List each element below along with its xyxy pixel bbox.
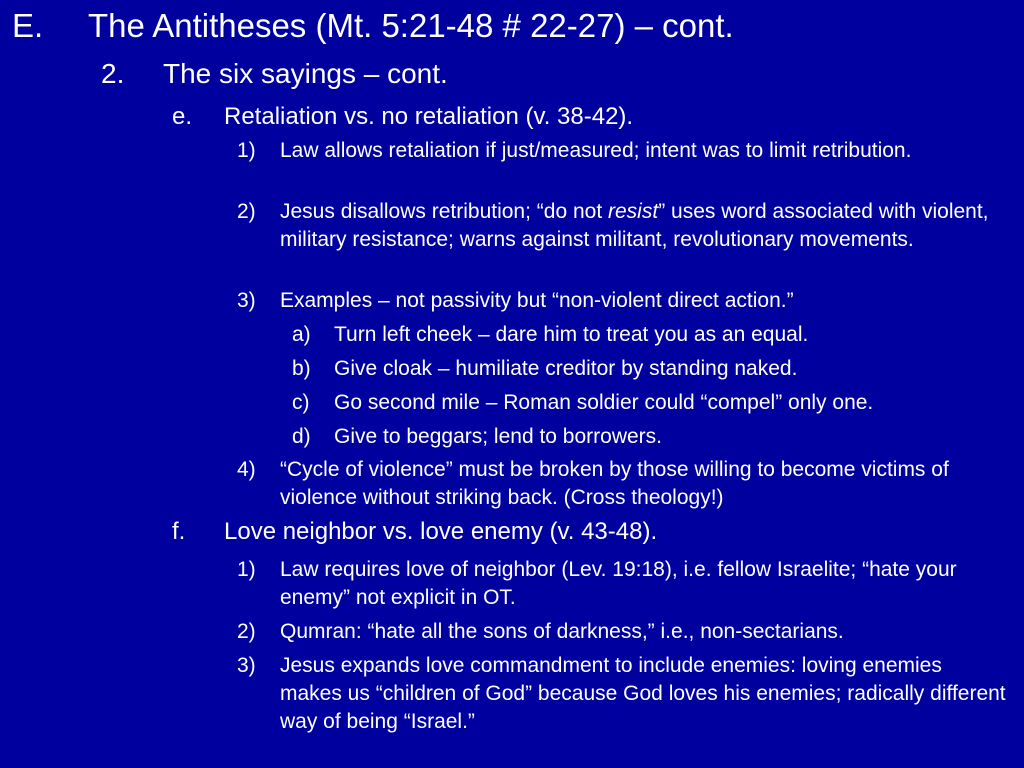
list-item	[237, 198, 1008, 254]
point-marker: 2)	[237, 200, 256, 223]
item-f-text: Love neighbor vs. love enemy (v. 43-48).	[224, 518, 658, 545]
point-marker: 1)	[237, 139, 256, 162]
italic-word: resist	[608, 200, 659, 223]
list-item	[292, 389, 1008, 417]
list-item	[237, 652, 1008, 736]
item-e-text: Retaliation vs. no retaliation (v. 38-42).	[224, 103, 634, 130]
point-marker: 3)	[237, 289, 256, 312]
list-item	[237, 618, 1008, 646]
list-item	[237, 287, 1008, 315]
slide-heading	[12, 8, 1014, 44]
subpoint-marker: c)	[292, 391, 310, 414]
section-marker: 2.	[101, 58, 125, 89]
heading-marker: E.	[12, 7, 44, 44]
point-marker: 2)	[237, 620, 256, 643]
list-item	[237, 456, 1008, 512]
subpoint-marker: b)	[292, 357, 311, 380]
list-item	[237, 137, 1008, 165]
subpoint-marker: d)	[292, 425, 311, 448]
section-text: The six sayings – cont.	[163, 58, 448, 89]
subpoint-text: Give cloak – humiliate creditor by standing naked.	[334, 357, 798, 380]
subpoint-marker: a)	[292, 323, 311, 346]
subpoint-text: Go second mile – Roman soldier could “compel” only one.	[334, 391, 874, 414]
item-e-marker: e.	[172, 103, 193, 130]
point-text: Examples – not passivity but “non-violent direct action.”	[280, 289, 794, 312]
list-item	[292, 423, 1008, 451]
subpoint-text: Turn left cheek – dare him to treat you as an equal.	[334, 323, 809, 346]
point-text: Law allows retaliation if just/measured; intent was to limit retribution.	[280, 139, 912, 162]
list-item	[237, 556, 1008, 612]
point-marker: 4)	[237, 458, 256, 481]
item-e	[172, 103, 1014, 131]
point-text: “Cycle of violence” must be broken by those willing to become victims of violence without striking back. (Cross theology!)	[280, 458, 949, 509]
point-text: Law requires love of neighbor (Lev. 19:18), i.e. fellow Israelite; “hate your enemy” not explicit in OT.	[280, 558, 957, 609]
list-item	[292, 355, 1008, 383]
point-text: Qumran: “hate all the sons of darkness,” i.e., non-sectarians.	[280, 620, 844, 643]
item-f	[172, 518, 1014, 546]
item-f-marker: f.	[172, 518, 186, 545]
subpoint-text: Give to beggars; lend to borrowers.	[334, 425, 663, 448]
point-text: Jesus expands love commandment to include enemies: loving enemies makes us “children of God” because God loves his enemies; radically different way of being “Israel.”	[280, 654, 1006, 733]
heading-text: The Antitheses (Mt. 5:21-48 # 22-27) – cont.	[88, 7, 734, 44]
point-marker: 3)	[237, 654, 256, 677]
list-item	[292, 321, 1008, 349]
point-marker: 1)	[237, 558, 256, 581]
section-heading	[101, 58, 1014, 90]
point-text: Jesus disallows retribution; “do not resist” uses word associated with violent, military resistance; warns against militant, revolutionary movements.	[280, 200, 989, 251]
